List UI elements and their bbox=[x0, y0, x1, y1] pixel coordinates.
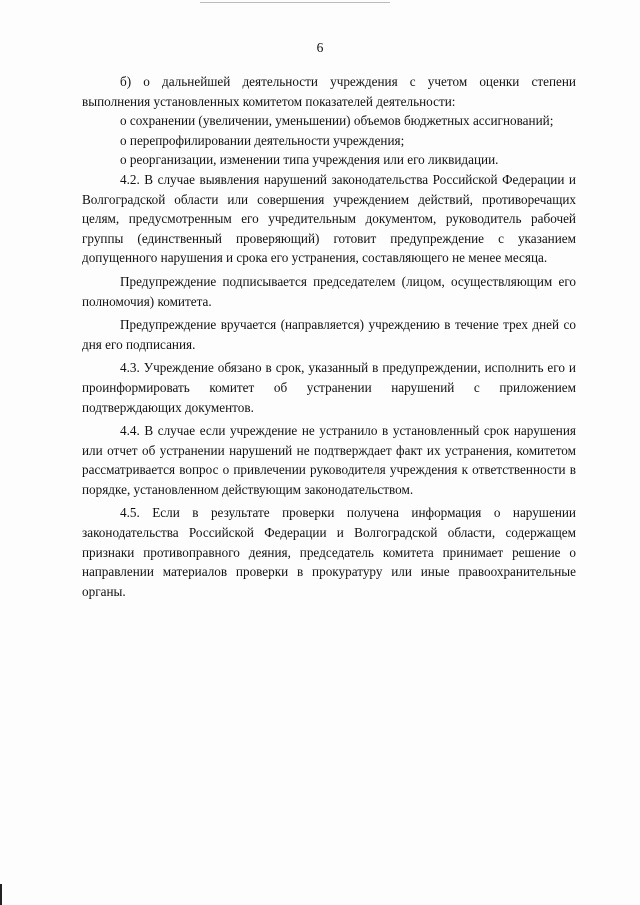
paragraph-b: б) о дальнейшей деятельности учреждения с учетом оценки степени выполнения установленных комитетом показателей деятельности: bbox=[82, 74, 576, 109]
paragraph-reprofile: о перепрофилировании деятельности учреждения; bbox=[120, 132, 405, 148]
document-body bbox=[82, 72, 576, 601]
page-number: 6 bbox=[316, 40, 324, 55]
top-scan-line bbox=[200, 2, 390, 3]
paragraph-4-5: 4.5. Если в результате проверки получена информация о нарушении законодательства Российской Федерации и Волгоградской области, содержащем признаки противоправного деяния, председатель комитета принимает решение о направлении материалов проверки в прокуратуру или иные правоохранительные органы. bbox=[82, 505, 576, 599]
paragraph-budget: о сохранении (увеличении, уменьшении) объемов бюджетных ассигнований; bbox=[120, 113, 554, 129]
paragraph-4-4: 4.4. В случае если учреждение не устранило в установленный срок нарушения или отчет об устранении нарушений не подтверждает факт их устранения, комитетом рассматривается вопрос о привлечении руководителя учреждения к ответственности в порядке, установленном действующим законодательством. bbox=[82, 423, 576, 497]
paragraph-4-2: 4.2. В случае выявления нарушений законодательства Российской Федерации и Волгоградской области или совершения учреждением действий, противоречащих целям, предусмотренным его учредительным документом, руководитель рабочей группы (единственный проверяющий) готовит предупреждение с указанием допущенного нарушения и срока его устранения, составляющего не менее месяца. bbox=[82, 171, 576, 266]
paragraph-warning-signed: Предупреждение подписывается председателем (лицом, осуществляющим его полномочия) комитета. bbox=[82, 273, 576, 309]
paragraph-reorganize: о реорганизации, изменении типа учреждения или его ликвидации. bbox=[120, 152, 499, 168]
scan-edge-mark bbox=[0, 884, 2, 905]
paragraph-4-3: 4.3. Учреждение обязано в срок, указанный в предупреждении, исполнить его и проинформировать комитет об устранении нарушений с приложением подтверждающих документов. bbox=[82, 360, 576, 415]
paragraph-warning-delivered: Предупреждение вручается (направляется) учреждению в течение трех дней со дня его подписания. bbox=[82, 317, 576, 352]
